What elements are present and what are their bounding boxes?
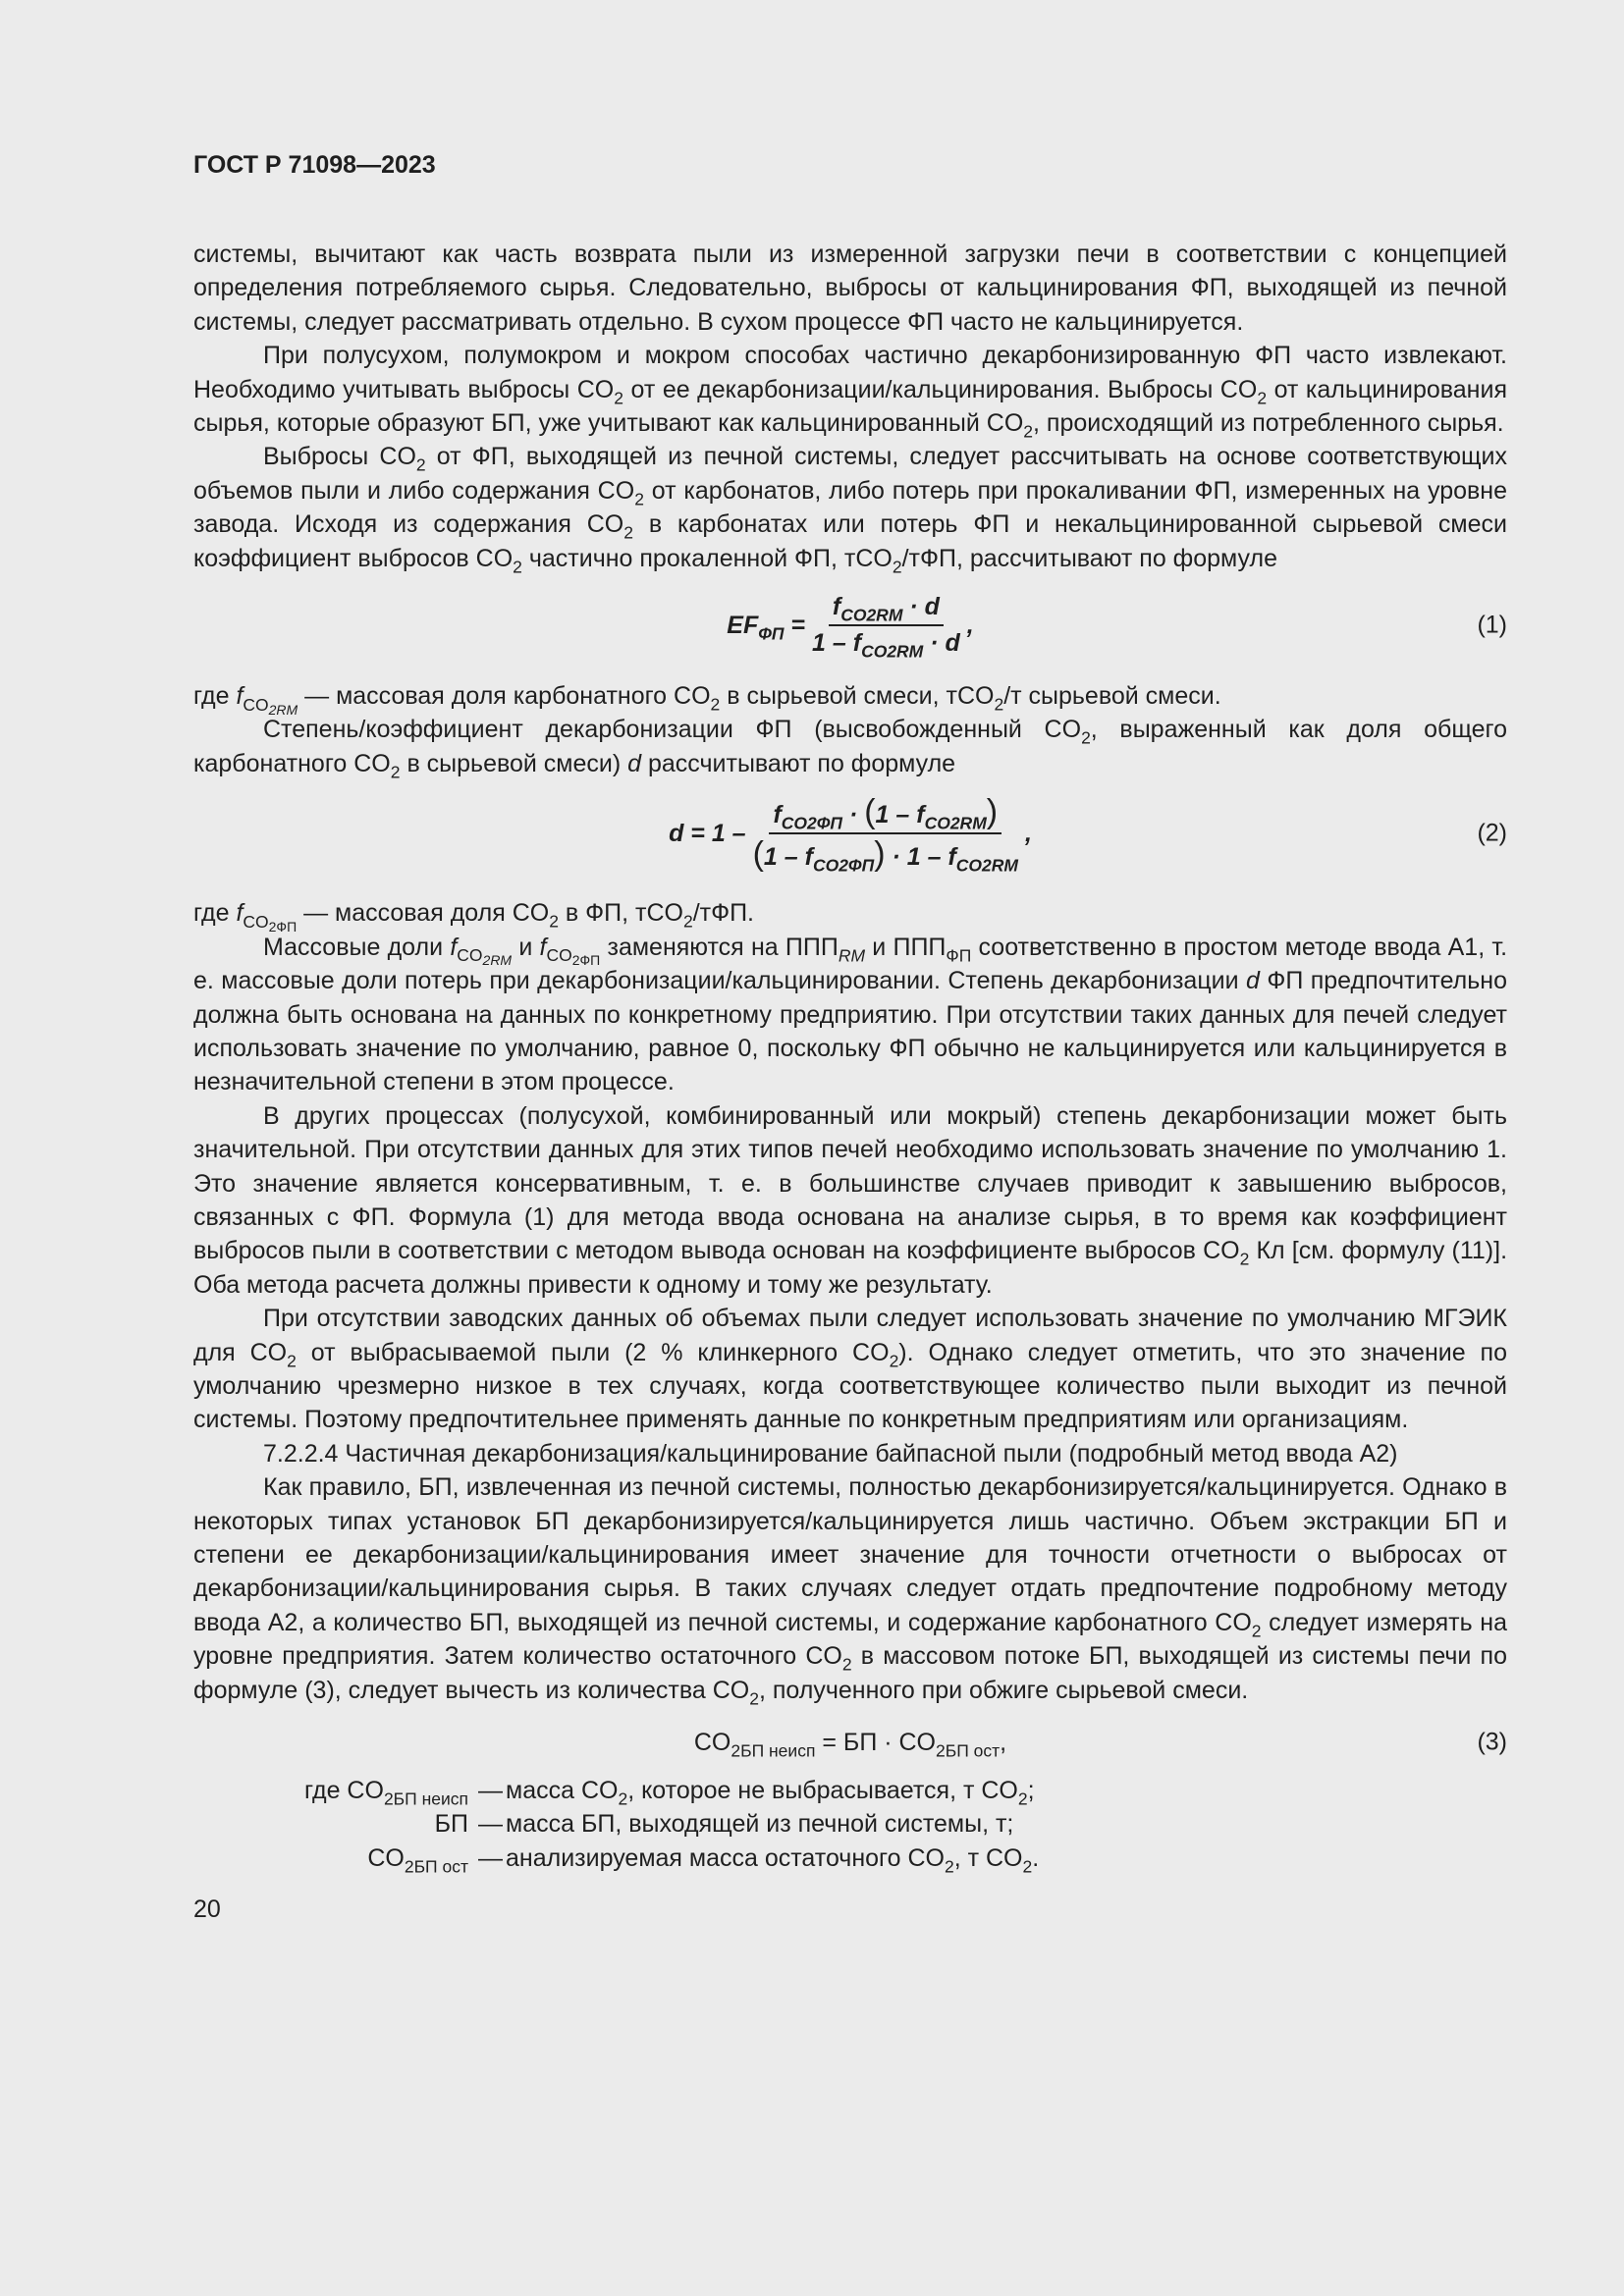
formula-1-fraction: $\frac{f_{CO2RM} \cdot d}{1 - f_{CO2RM} \cdot d}$ [812,593,960,662]
definition-1: где $f_{CO_{2RM}}$ — массовая доля карбонатного $CO_2$ в сырьевой смеси, тCO$_2$/т сырьевой смеси. [193,682,1221,718]
formula-3 [193,1717,1507,1768]
paragraph-5: Массовые доли $f_{CO_{2RM}}$ и $f_{CO_{2ФП}}$ заменяются на $ППП_{RM}$ и $ППП_{ФП}$ соответственно в простом методе ввода А1, т. е. массовые доли потерь при декарбонизации/кальцинировании. Степень декарбонизации d ФП предпочтительно должна быть основана на данных по конкретному предприятию. При отсутствии таких данных для печей следует использовать значение по умолчанию, равное 0, поскольку ФП обычно не кальцинируется или кальцинируется в незначительной степени в этом процессе. [193,933,1508,1096]
definition-2: где $f_{CO_{2ФП}}$ — массовая доля $CO_2$ в ФП, тCO$_2$/тФП. [193,899,755,934]
formula-2 [193,786,1507,881]
formula-3-definitions [193,1774,1507,1875]
definition-row: БП — масса БП, выходящей из печной системы, т; [434,1810,1014,1839]
formula-1 [193,579,1507,671]
definition-row: $CO_{2БП ост}$ — анализируемая масса остаточного $CO_2$, т $CO_2$. [367,1843,1040,1877]
paragraph-2: При полусухом, полумокром и мокром способах частично декарбонизированную ФП часто извлекают. Необходимо учитывать выбросы $CO_2$ от ее декарбонизации/кальцинирования. Выбросы $CO_2$ от кальцинирования сырья, которые образуют БП, уже учитывают как кальцинированный $CO_2$, происходящий из потребленного сырья. [193,342,1507,442]
formula-1-expression: $EF_{ФП}$ = $\frac{f_{CO2RM} \cdot d}{1 - f_{CO2RM} \cdot d}$ , [727,593,974,662]
formula-3-expression: $CO_{2БП неисп}$ = БП · $CO_{2БП ост}$, [693,1728,1007,1761]
paragraph-4: Степень/коэффициент декарбонизации ФП (высвобожденный $CO_2$, выраженный как доля общего карбонатного $CO_2$ в сырьевой смеси) d рассчитывают по формуле [193,716,1507,782]
paragraph-6: В других процессах (полусухой, комбинированный или мокрый) степень декарбонизации может быть значительной. При отсутствии данных для этих типов печей необходимо использовать значение по умолчанию 1. Это значение является консервативным, т. е. в большинстве случаев приводит к завышению выбросов, связанных с ФП. Формула (1) для метода ввода основана на анализе сырья, в то время как коэффициент выбросов пыли в соответствии с методом вывода основан на коэффициенте выбросов $CO_2$ Кл [см. формулу (11)]. Оба метода расчета должны привести к одному и тому же результату. [193,1101,1508,1299]
document-header: ГОСТ Р 71098—2023 [193,151,436,179]
formula-2-expression: d = 1 – $\frac{f_{CO2ФП} \cdot (1 - f_{CO2RM})}{(1 - f_{CO2ФП}) \cdot 1 - f_{CO2RM}}$ , [669,793,1032,876]
page-number: 20 [193,1896,221,1924]
section-heading-7-2-2-4: 7.2.2.4 Частичная декарбонизация/кальцинирование байпасной пыли (подробный метод ввода А2) [263,1439,1398,1468]
definition-row: где $CO_{2БП неисп}$ — масса $CO_2$, которое не выбрасывается, т $CO_2$; [304,1777,1035,1809]
formula-1-number: (1) [1477,611,1507,639]
formula-2-number: (2) [1477,819,1507,847]
paragraph-9: Как правило, БП, извлеченная из печной системы, полностью декарбонизируется/кальцинируется. Однако в некоторых типах установок БП декарбонизируется/кальцинируется лишь частично. Объем экстракции БП и степени ее декарбонизации/кальцинирования имеет значение для точности отчетности о выбросах от декарбонизации/кальцинирования сырья. В таких случаях следует отдать предпочтение подробному методу ввода А2, а количество БП, выходящей из печной системы, и содержание карбонатного $CO_2$ следует измерять на уровне предприятия. Затем количество остаточного $CO_2$ в массовом потоке БП, выходящей из системы печи по формуле (3), следует вычесть из количества $CO_2$, полученного при обжиге сырьевой смеси. [193,1473,1507,1709]
paragraph-3: Выбросы $CO_2$ от ФП, выходящей из печной системы, следует рассчитывать на основе соответствующих объемов пыли и либо содержания $CO_2$ от карбонатов, либо потерь при прокаливании ФП, измеренных на уровне завода. Исходя из содержания $CO_2$ в карбонатах или потерь ФП и некальцинированной сырьевой смеси коэффициент выбросов $CO_2$ частично прокаленной ФП, тCO$_2$/тФП, рассчитывают по формуле [193,443,1508,577]
formula-2-fraction: $\frac{f_{CO2ФП} \cdot (1 - f_{CO2RM})}{(1 - f_{CO2ФП}) \cdot 1 - f_{CO2RM}}$ [752,793,1018,876]
formula-3-number: (3) [1477,1728,1507,1756]
paragraph-7: При отсутствии заводских данных об объемах пыли следует использовать значение по умолчанию МГЭИК для $CO_2$ от выбрасываемой пыли (2 % клинкерного $CO_2$). Однако следует отметить, что это значение по умолчанию чрезмерно низкое в тех случаях, когда соответствующее количество пыли выходит из печной системы. Поэтому предпочтительнее применять данные по конкретным предприятиям или организациям. [193,1305,1507,1434]
paragraph-1: системы, вычитают как часть возврата пыли из измеренной загрузки печи в соответствии с концепцией определения потребляемого сырья. Следовательно, выбросы от кальцинирования ФП, выходящей из печной системы, следует рассматривать отдельно. В сухом процессе ФП часто не кальцинируется. [193,240,1507,336]
document-page [193,147,1507,1926]
